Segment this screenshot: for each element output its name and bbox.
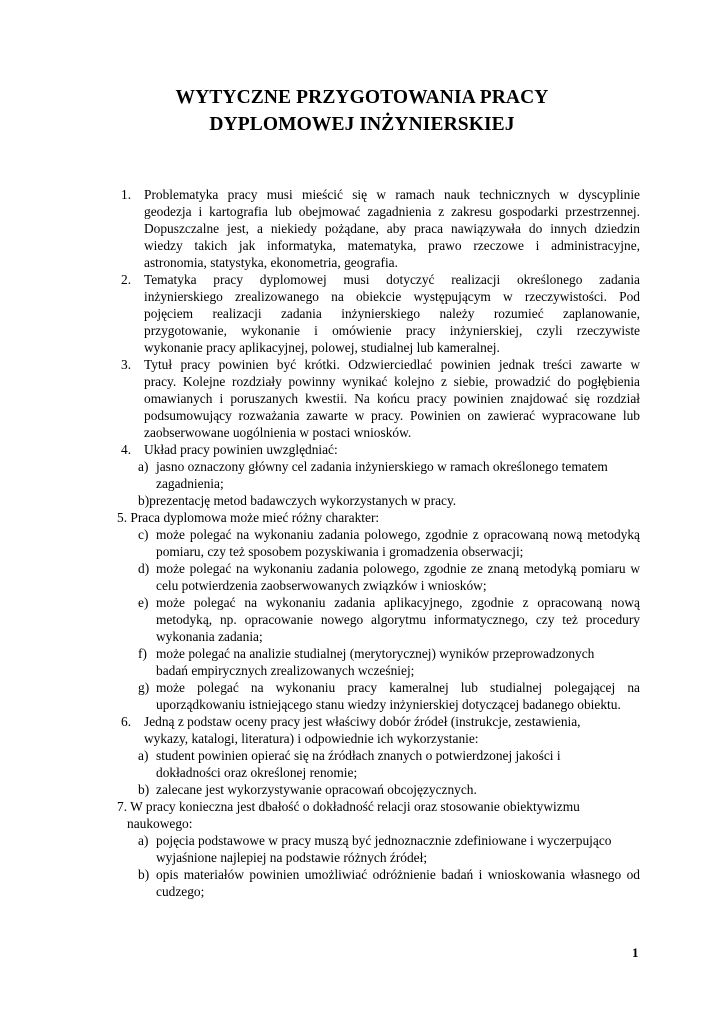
text-line: zagadnienia; (156, 476, 224, 491)
text-line: zalecane jest wykorzystywanie opracowań obcojęzycznych. (156, 782, 477, 797)
text-line: celu potwierdzenia zaobserwowanych związków i wniosków; (156, 578, 487, 593)
text-line: pojęcia podstawowe w pracy muszą być jednoznacznie zdefiniowane i wyczerpująco (156, 833, 612, 848)
text-line: pojęciem realizacji zadania inżynierskiego należy rozumieć zaplanowanie, (144, 306, 640, 321)
text-line: geodezja i kartografia lub obejmować zagadnienia z zakresu gospodarki przestrzennej. (144, 204, 640, 219)
text-line: może polegać na analizie studialnej (merytorycznej) wyników przeprowadzonych (156, 646, 595, 661)
text-line: g) (138, 680, 150, 695)
text-line: pracy. Kolejne rozdziały powinny wynikać kolejno z siebie, prowadzić do pogłębienia (144, 374, 640, 389)
text-line: Jedną z podstaw oceny pracy jest właściwy dobór źródeł (instrukcje, zestawienia, (144, 714, 581, 729)
text-line: może polegać na wykonaniu pracy kameralnej lub studialnej polegającej na (156, 680, 640, 695)
text-line: wykazy, katalogi, literatura) i odpowiednie ich wykorzystanie: (144, 731, 479, 746)
text-line: 2. (121, 272, 132, 287)
text-line: badań empirycznych zrealizowanych wcześniej; (156, 663, 415, 678)
text-line: zaobserwowane uogólnienia w postaci wniosków. (144, 425, 412, 440)
text-line: d) (138, 561, 150, 576)
page-number: 1 (632, 945, 639, 960)
text-line: Tytuł pracy powinien być krótki. Odzwierciedlać powinien jednak treści zawarte w (144, 357, 640, 372)
text-line: przygotowanie, wykonanie i omówienie pracy inżynierskiej, czyli rzeczywiste (144, 323, 640, 338)
text-line: wyjaśnione najlepiej na podstawie różnych źródeł; (156, 850, 428, 865)
text-line: e) (138, 595, 149, 610)
text-line: Dopuszczalne jest, a niekiedy pożądane, aby praca nawiązywała do innych dziedzin (144, 221, 640, 236)
text-line: 6. (121, 714, 132, 729)
text-line: może polegać na wykonaniu zadania aplikacyjnego, zgodnie z opracowaną nową (156, 595, 640, 610)
text-line: Problematyka pracy musi mieścić się w ramach nauk technicznych w dyscyplinie (144, 187, 640, 202)
text-line: wiedzy takich jak informatyka, matematyka, prawo rzeczowe i administracyjne, (144, 238, 640, 253)
document-title-line-1: WYTYCZNE PRZYGOTOWANIA PRACY (175, 87, 549, 108)
text-line: dokładności oraz określonej renomie; (156, 765, 358, 780)
text-line: uporządkowaniu istniejącego stanu wiedzy inżynierskiej dotyczącej badanego obiektu. (156, 697, 621, 712)
text-line: pomiaru, czy też sposobem pozyskiwania i gromadzenia obserwacji; (156, 544, 524, 559)
text-line: wykonania zadania; (156, 629, 263, 644)
text-line: cudzego; (156, 884, 205, 899)
text-line: 7. W pracy konieczna jest dbałość o dokładność relacji oraz stosowanie obiektywizmu (117, 799, 580, 814)
text-line: 1. (121, 187, 132, 202)
text-line: c) (138, 527, 149, 542)
text-line: opis materiałów powinien umożliwiać odróżnienie badań i wnioskowania własnego od (156, 867, 640, 882)
text-line: jasno oznaczony główny cel zadania inżynierskiego w ramach określonego tematem (156, 459, 608, 474)
text-line: podsumowujący rozważania zawarte w pracy. Powinien on zawierać wypracowane lub (144, 408, 640, 423)
text-line: może polegać na wykonaniu zadania polowego, zgodnie ze znaną metodyką pomiaru w (156, 561, 640, 576)
text-line: f) (138, 646, 147, 661)
text-line: naukowego: (127, 816, 193, 831)
text-line: wykonanie pracy aplikacyjnej, polowej, studialnej lub kameralnej. (144, 340, 500, 355)
text-line: a) (138, 748, 149, 763)
text-line: może polegać na wykonaniu zadania polowego, zgodnie z opracowaną nową metodyką (156, 527, 640, 542)
text-line: 5. Praca dyplomowa może mieć różny charakter: (117, 510, 380, 525)
text-line: student powinien opierać się na źródłach znanych o potwierdzonej jakości i (156, 748, 561, 763)
document-title-line-2: DYPLOMOWEJ INŻYNIERSKIEJ (209, 114, 515, 135)
text-line: a) (138, 459, 149, 474)
text-line: 3. (121, 357, 132, 372)
text-line: Układ pracy powinien uwzględniać: (144, 442, 338, 457)
text-line: omawianych i poruszanych kwestii. Na końcu pracy powinien znajdować się rozdział (144, 391, 640, 406)
text-line: inżynierskiego zrealizowanego na obiekcie występującym w rzeczywistości. Pod (144, 289, 640, 304)
text-line: Tematyka pracy dyplomowej musi dotyczyć realizacji określonego zadania (144, 272, 640, 287)
text-line: b) (138, 782, 150, 797)
text-line: a) (138, 833, 149, 848)
text-line: 4. (121, 442, 132, 457)
text-line: b)prezentację metod badawczych wykorzystanych w pracy. (138, 493, 457, 508)
text-line: b) (138, 867, 150, 882)
text-line: astronomia, statystyka, ekonometria, geografia. (144, 255, 398, 270)
text-line: metodyką, np. opracowanie nowego algorytmu informatycznego, czy też procedury (156, 612, 640, 627)
